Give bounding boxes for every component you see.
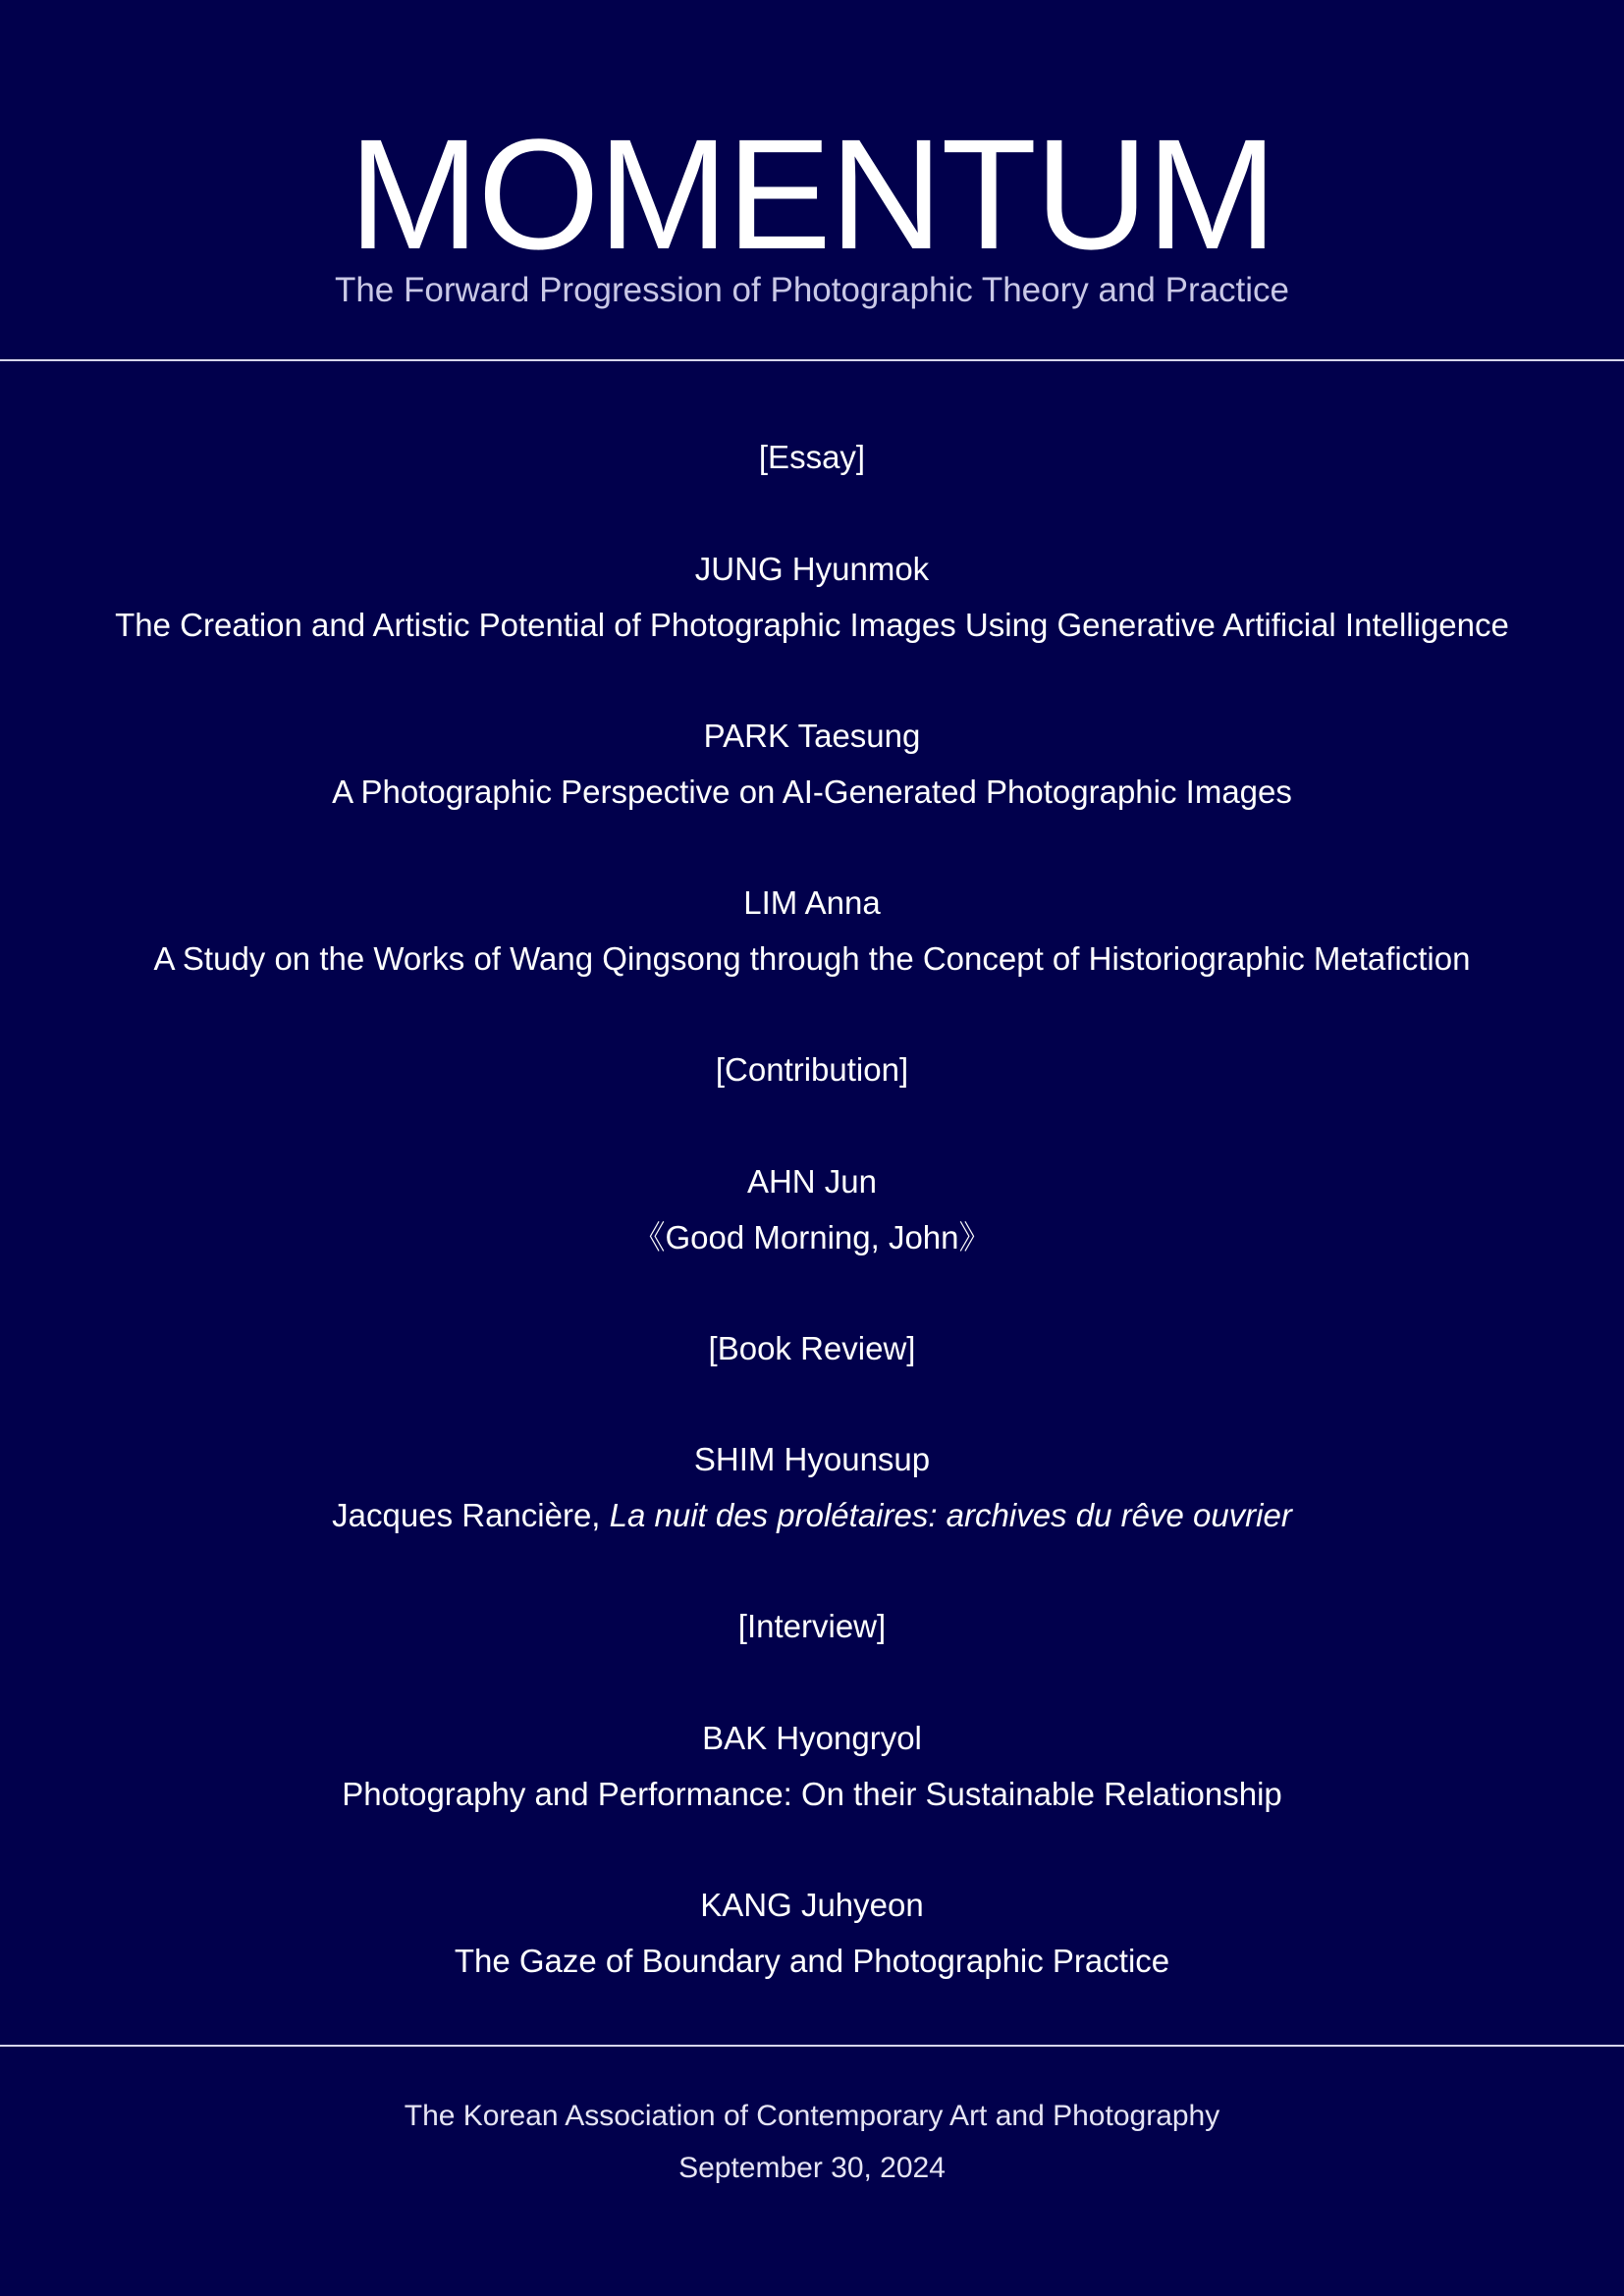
article-title: 《Good Morning, John》 bbox=[632, 1219, 992, 1255]
article-title: Photography and Performance: On their Sustainable Relationship bbox=[342, 1776, 1282, 1812]
author-name: AHN Jun bbox=[746, 1163, 878, 1200]
journal-subtitle: The Forward Progression of Photographic Theory and Practice bbox=[334, 271, 1290, 309]
article-title: The Creation and Artistic Potential of Photographic Images Using Generative Artificial Intelligence bbox=[115, 607, 1509, 643]
section-heading-essay: [Essay] bbox=[758, 439, 866, 475]
section-heading-interview: [Interview] bbox=[737, 1608, 887, 1644]
publication-date: September 30, 2024 bbox=[678, 2152, 946, 2184]
section-heading-book-review: [Book Review] bbox=[708, 1330, 916, 1366]
article-title: The Gaze of Boundary and Photographic Practice bbox=[454, 1943, 1170, 1979]
publisher-name: The Korean Association of Contemporary Art and Photography bbox=[404, 2100, 1220, 2132]
book-title-italic: La nuit des prolétaires: archives du rêve ouvrier bbox=[609, 1497, 1292, 1533]
journal-title: MOMENTUM bbox=[349, 106, 1275, 282]
section-heading-contribution: [Contribution] bbox=[715, 1051, 909, 1088]
author-name: JUNG Hyunmok bbox=[694, 551, 930, 587]
table-of-contents bbox=[0, 361, 1624, 2045]
cover-footer bbox=[0, 2047, 1624, 2296]
article-title: A Photographic Perspective on AI-Generated Photographic Images bbox=[332, 774, 1292, 810]
masthead bbox=[0, 0, 1624, 361]
book-author-prefix: Jacques Rancière, bbox=[332, 1497, 610, 1533]
author-name: KANG Juhyeon bbox=[700, 1887, 924, 1923]
author-name: BAK Hyongryol bbox=[702, 1720, 922, 1756]
article-title: A Study on the Works of Wang Qingsong through the Concept of Historiographic Metafiction bbox=[153, 940, 1471, 977]
author-name: SHIM Hyounsup bbox=[693, 1441, 931, 1477]
author-name: LIM Anna bbox=[743, 884, 881, 921]
author-name: PARK Taesung bbox=[703, 718, 921, 754]
article-title bbox=[0, 1496, 1624, 1535]
